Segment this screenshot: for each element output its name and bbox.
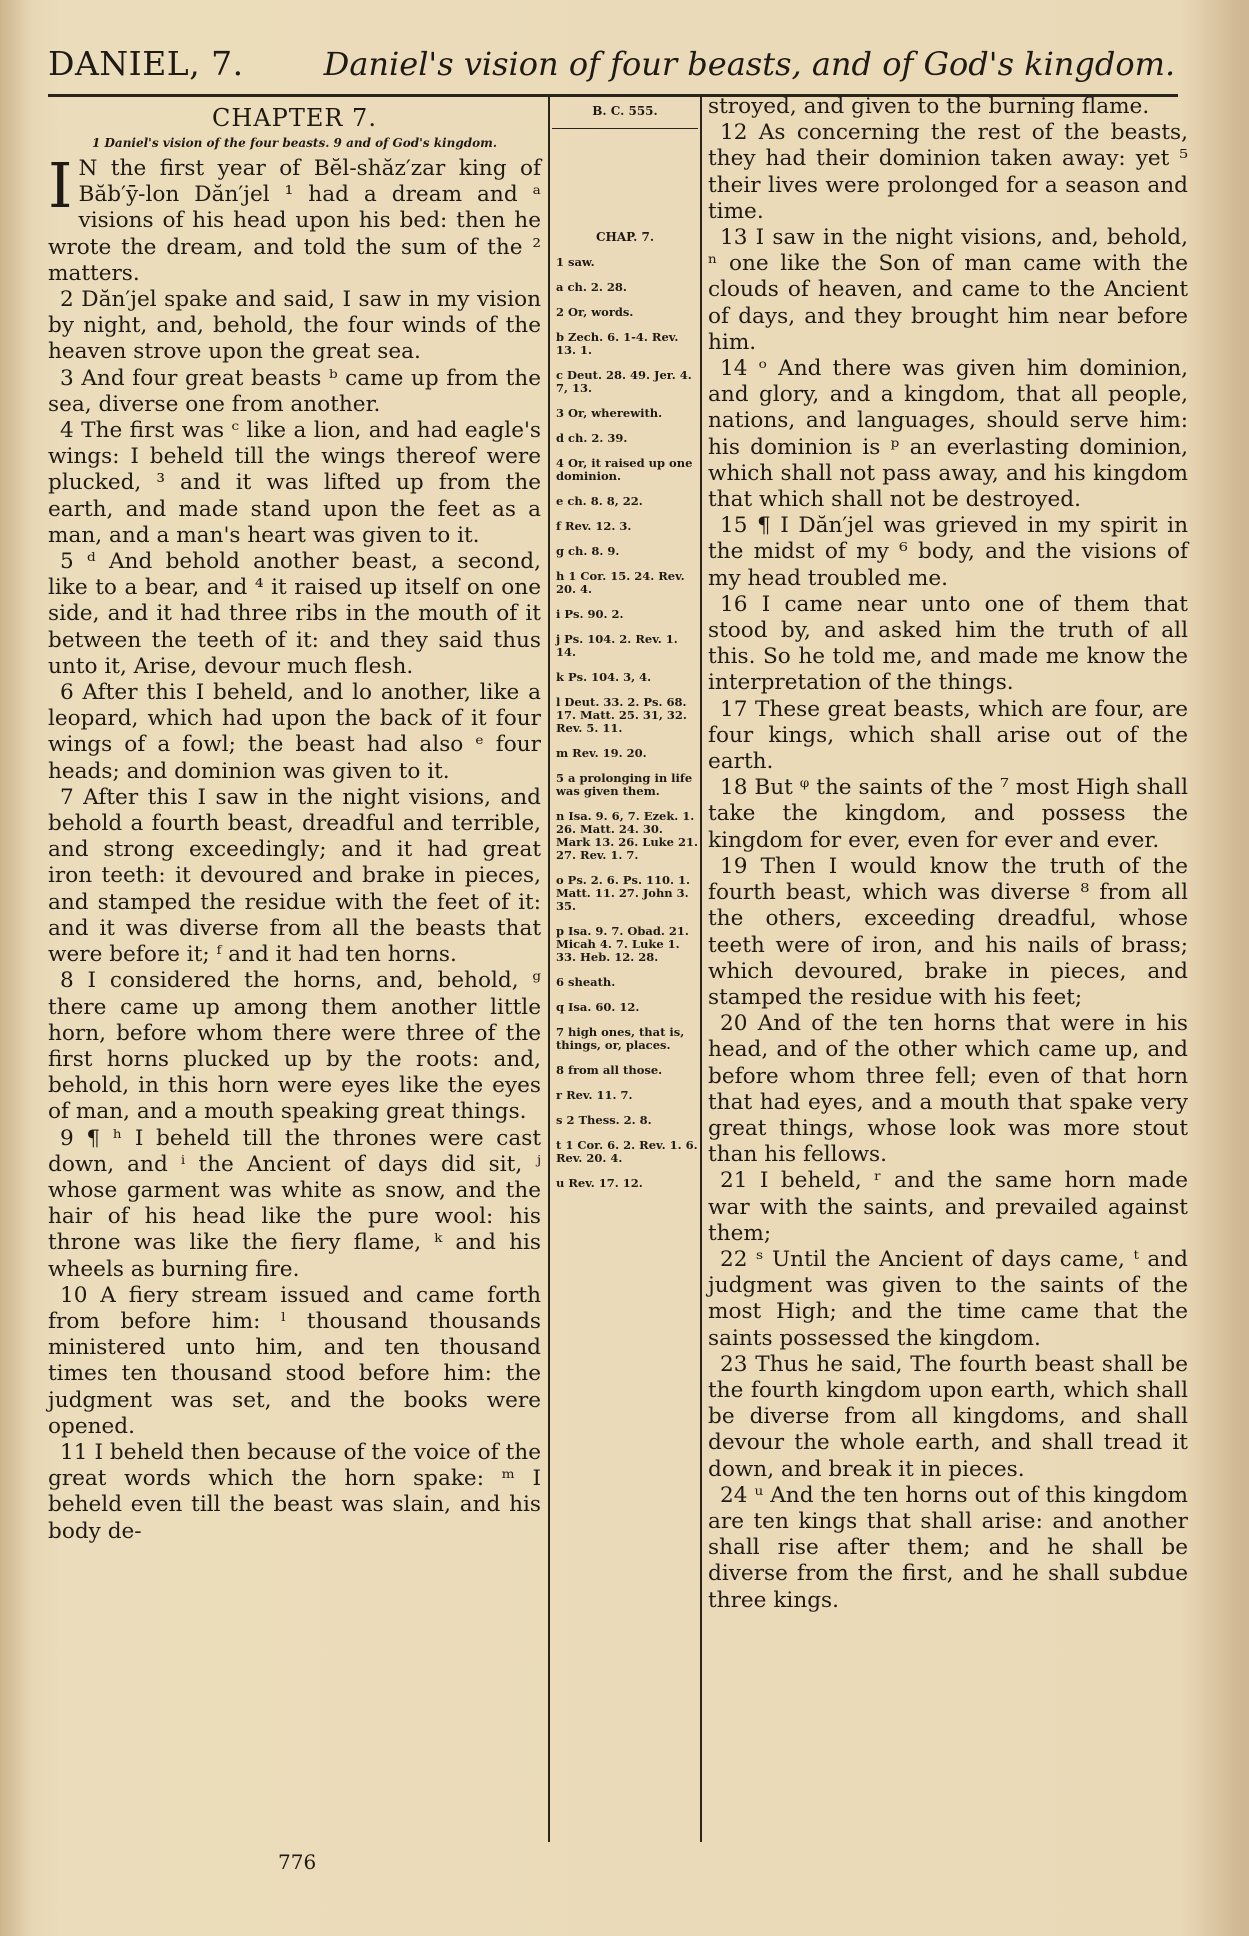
verse-1 bbox=[48, 149, 541, 287]
column-divider-left bbox=[548, 97, 550, 1842]
margin-note: n Isa. 9. 6, 7. Ezek. 1. 26. Matt. 24. 30. Mark 13. 26. Luke 21. 27. Rev. 1. 7. bbox=[556, 809, 698, 862]
margin-note: 8 from all those. bbox=[556, 1063, 663, 1077]
verse-11-cont: stroyed, and given to the burning flame. bbox=[708, 94, 1150, 119]
column-divider-right bbox=[700, 97, 702, 1842]
verse-16: 16 I came near unto one of them that stood by, and asked him the truth of all this. So he told me, and made me know the interpretation of the things. bbox=[708, 591, 1188, 696]
verse-23: 23 Thus he said, The fourth beast shall be the fourth kingdom upon earth, which shall be diverse from all kingdoms, and shall devour the whole earth, and shall tread it down, and break it in pieces. bbox=[708, 1351, 1188, 1482]
verse-18: 18 But ᵠ the saints of the ⁷ most High shall take the kingdom, and possess the kingdom for ever, even for ever and ever. bbox=[708, 775, 1188, 853]
margin-note: m Rev. 19. 20. bbox=[556, 746, 647, 760]
text-column-left bbox=[48, 104, 541, 1545]
margin-note: t 1 Cor. 6. 2. Rev. 1. 6. Rev. 20. 4. bbox=[556, 1138, 698, 1165]
margin-note: g ch. 8. 9. bbox=[556, 544, 620, 558]
chapter-title: CHAPTER 7. bbox=[212, 104, 377, 132]
verse-10: 10 A fiery stream issued and came forth from before him: ˡ thousand thousands ministered unto him, and ten thousand times ten thousand stood before him: the judgment was set, and the books were opened. bbox=[48, 1282, 541, 1439]
margin-note: c Deut. 28. 49. Jer. 4. 7, 13. bbox=[556, 368, 692, 395]
margin-note: k Ps. 104. 3, 4. bbox=[556, 670, 652, 684]
margin-note: 7 high ones, that is, things, or, places. bbox=[556, 1025, 685, 1052]
margin-note: 3 Or, wherewith. bbox=[556, 406, 663, 420]
text-column-right bbox=[708, 94, 1188, 1614]
verse-17: 17 These great beasts, which are four, are four kings, which shall arise out of the earth. bbox=[708, 696, 1188, 775]
page-description: Daniel's vision of four beasts, and of God's kingdom. bbox=[323, 45, 1176, 83]
verse-14: 14 ᵒ And there was given him dominion, and glory, and a kingdom, that all people, nations, and languages, should serve him: his dominion is ᵖ an everlasting dominion, which shall not pass away, and his kingdom that which shall not be destroyed. bbox=[708, 356, 1188, 513]
verse-15: 15 ¶ I Dăn′jel was grieved in my spirit in the midst of my ⁶ body, and the visions of my head troubled me. bbox=[708, 513, 1188, 591]
verse-19: 19 Then I would know the truth of the fourth beast, which was diverse ⁸ from all the others, exceeding dreadful, whose teeth were of iron, and his nails of brass; which devoured, brake in pieces, and stamped the residue with his feet; bbox=[708, 853, 1188, 1010]
drop-cap: I bbox=[48, 149, 73, 222]
margin-note: b Zech. 6. 1-4. Rev. 13. 1. bbox=[556, 330, 679, 357]
verse-5: 5 ᵈ And behold another beast, a second, like to a bear, and ⁴ it raised up itself on one side, and it had three ribs in the mouth of it between the teeth of it: and they said thus unto it, Arise, devour much flesh. bbox=[48, 549, 541, 679]
page-number: 776 bbox=[278, 1850, 317, 1874]
verse-12: 12 As concerning the rest of the beasts, they had their dominion taken away: yet ⁵ their lives were prolonged for a season and time. bbox=[708, 120, 1188, 224]
verse-4: 4 The first was ᶜ like a lion, and had eagle's wings: I beheld till the wings thereof were plucked, ³ and it was lifted up from the earth, and made stand upon the feet as a man, and a man's heart was given to it. bbox=[48, 418, 541, 548]
margin-note: 5 a prolonging in life was given them. bbox=[556, 771, 693, 798]
verse-8: 8 I considered the horns, and, behold, ᵍ there came up among them another little horn, before whom there were three of the first horns plucked up by the roots: and, behold, in this horn were eyes like the eyes of man, and a mouth speaking great things. bbox=[48, 968, 541, 1125]
verse-2: 2 Dăn′jel spake and said, I saw in my vision by night, and, behold, the four winds of the heaven strove upon the great sea. bbox=[48, 287, 541, 365]
margin-note: h 1 Cor. 15. 24. Rev. 20. 4. bbox=[556, 569, 685, 596]
margin-note: p Isa. 9. 7. Obad. 21. Micah 4. 7. Luke 1. 33. Heb. 12. 28. bbox=[556, 924, 689, 964]
margin-note: 6 sheath. bbox=[556, 975, 616, 989]
chapter-summary: 1 Daniel's vision of the four beasts. 9 and of God's kingdom. bbox=[91, 136, 498, 150]
verse-24: 24 ᵘ And the ten horns out of this kingdom are ten kings that shall arise: and another shall rise after them; and he shall be diverse from the first, and he shall subdue three kings. bbox=[708, 1482, 1188, 1613]
margin-note: o Ps. 2. 6. Ps. 110. 1. Matt. 11. 27. John 3. 35. bbox=[556, 873, 690, 913]
verse-13: 13 I saw in the night visions, and, behold, ⁿ one like the Son of man came with the clouds of heaven, and came to the Ancient of days, and they brought him near before him. bbox=[708, 225, 1188, 355]
margin-note: e ch. 8. 8, 22. bbox=[556, 494, 643, 508]
verse-21: 21 I beheld, ʳ and the same horn made war with the saints, and prevailed against them; bbox=[708, 1168, 1188, 1246]
margin-note: q Isa. 60. 12. bbox=[556, 1000, 640, 1014]
era-note: B. C. 555. bbox=[592, 104, 658, 118]
margin-note: u Rev. 17. 12. bbox=[556, 1176, 643, 1190]
margin-note: j Ps. 104. 2. Rev. 1. 14. bbox=[556, 632, 678, 659]
running-header bbox=[48, 44, 1178, 96]
verse-20: 20 And of the ten horns that were in his head, and of the other which came up, and before whom three fell; even of that horn that had eyes, and a mouth that spake very great things, whose look was more stout than his fellows. bbox=[708, 1011, 1188, 1168]
margin-note: i Ps. 90. 2. bbox=[556, 607, 624, 621]
reference-margin bbox=[552, 104, 698, 1202]
margin-note: a ch. 2. 28. bbox=[556, 280, 627, 294]
verse-text: N the first year of Bĕl-shăz′zar king of Băb′ȳ-lon Dăn′jel ¹ had a dream and ᵃ visions of his head upon his bed: then he wrote the dream, and told the sum of the ² matters. bbox=[48, 156, 541, 286]
margin-note: f Rev. 12. 3. bbox=[556, 519, 632, 533]
margin-note: s 2 Thess. 2. 8. bbox=[556, 1113, 652, 1127]
margin-note: l Deut. 33. 2. Ps. 68. 17. Matt. 25. 31, 32. Rev. 5. 11. bbox=[556, 695, 687, 735]
margin-note: 4 Or, it raised up one dominion. bbox=[556, 456, 693, 483]
verse-9: 9 ¶ ʰ I beheld till the thrones were cast down, and ⁱ the Ancient of days did sit, ʲ whose garment was white as snow, and the hair of his head like the pure wool: his throne was like the fiery flame, ᵏ and his wheels as burning fire. bbox=[48, 1125, 541, 1282]
margin-note: d ch. 2. 39. bbox=[556, 431, 628, 445]
margin-note: 2 Or, words. bbox=[556, 305, 634, 319]
margin-chapter-label: CHAP. 7. bbox=[595, 230, 655, 244]
verse-7: 7 After this I saw in the night visions, and behold a fourth beast, dreadful and terrible, and strong exceedingly; and it had great iron teeth: it devoured and brake in pieces, and stamped the residue with the feet of it: and it was diverse from all the beasts that were before it; ᶠ and it had ten horns. bbox=[48, 784, 541, 968]
margin-note: 1 saw. bbox=[556, 255, 595, 269]
verse-3: 3 And four great beasts ᵇ came up from the sea, diverse one from another. bbox=[48, 365, 541, 417]
book-heading: DANIEL, 7. bbox=[48, 44, 244, 83]
margin-note: r Rev. 11. 7. bbox=[556, 1088, 633, 1102]
verse-22: 22 ˢ Until the Ancient of days came, ᵗ and judgment was given to the saints of the most High; and the time came that the saints possessed the kingdom. bbox=[708, 1246, 1188, 1351]
verse-6: 6 After this I beheld, and lo another, like a leopard, which had upon the back of it four wings of a fowl; the beast had also ᵉ four heads; and dominion was given to it. bbox=[48, 680, 541, 784]
verse-11: 11 I beheld then because of the voice of the great words which the horn spake: ᵐ I beheld even till the beast was slain, and his body de- bbox=[48, 1439, 541, 1544]
